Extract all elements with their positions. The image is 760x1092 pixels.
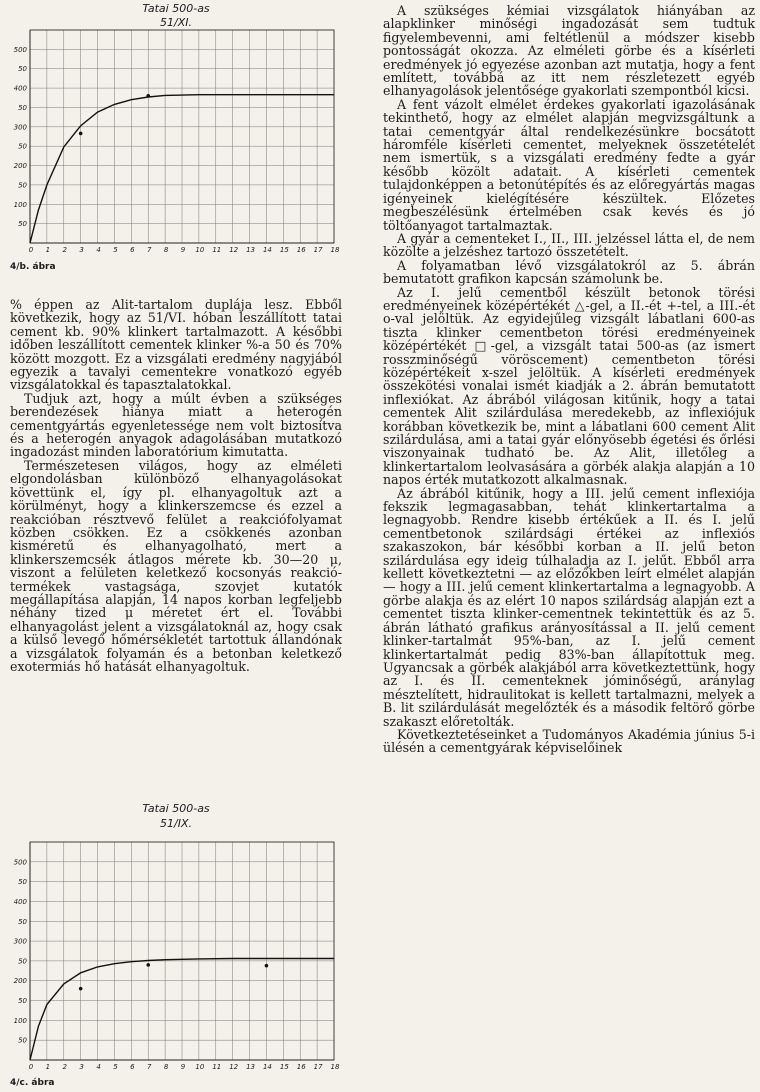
paragraph: Következtetéseinket a Tudományos Akadémia június 5-i ülésén a cementgyárak képviselőinek xyxy=(383,726,755,756)
figure-caption-4b: 4/b. ábra xyxy=(10,262,56,272)
paragraph: Az ábrából kitűnik, hogy a III. jelű cement inflexiója fekszik legmagasabban, tehát klinkertartalma a legnagyobb. Rendre kisebb értékűek a II. és I. jelű cementbetonok szilárdsági értékei az inflexiós szakaszokon, bár későbbi korban a II. jelű beton szilárdulása egy ideig túlhaladja az I. jelűt. Ebből arra kellett következtetni — az előzőkben leírt elmélet alapján — hogy a III. jelű cement klinkertartalma a legnagyobb. A görbe alakja és az elért 10 napos szilárdság alapján ezt a cementet tiszta klinker-cementnek tekintettük és az 5. ábrán látható grafikus arányosítással a II. jelű cement klinker-tartalmát 95%-ban, az I. jelű cement klinkertartalmát pedig 83%-ban állapítottuk meg. Ugyancsak a görbék alakjából arra következtettünk, hogy az I. és II. cementeknek jóminőségű, aránylag mésztelített, hidraulitokat is kellett tartalmazni, melyek a B. lit szilárdulását megelőzték és a második feltörő görbe szakaszt előretolták. xyxy=(383,485,755,729)
x-tick-label: 2 xyxy=(62,1063,68,1071)
x-tick-label: 12 xyxy=(229,1063,239,1071)
paragraph: % éppen az Alit-tartalom duplája lesz. Ebből következik, hogy az 51/VI. hóban leszállított tatai cement kb. 90% klinkert tartalmazott. A későbbi időben leszállított cementek klinker %-a 50 és 70% között mozgott. Ez a vizsgálati eredmény nagyjából egyezik a tavalyi cementekre vonatkozó egyéb vizsgálatokkal és tapasztalatokkal. xyxy=(10,297,342,393)
y-tick-label: 400 xyxy=(13,897,27,906)
y-tick-label: 500 xyxy=(13,45,27,54)
x-tick-label: 15 xyxy=(279,246,289,254)
chart-title: Tatai 500-as xyxy=(142,2,210,15)
paragraph: A folyamatban lévő vizsgálatokról az 5. ábrán bemutatott grafikon kapcsán számolunk be. xyxy=(383,257,755,287)
x-tick-label: 11 xyxy=(212,1063,222,1071)
x-tick-label: 18 xyxy=(330,1063,340,1071)
x-tick-label: 13 xyxy=(246,1063,256,1071)
y-tick-label: 100 xyxy=(13,200,27,209)
x-tick-label: 17 xyxy=(313,246,323,254)
y-tick-label: 50 xyxy=(18,997,27,1006)
paragraph: A szükséges kémiai vizsgálatok hiányában az alapklinker minőségi ingadozását sem tudtuk figyelembevenni, ami feltétlenül a módszer kisebb pontosságát okozza. Az elméleti görbe és a kísérleti eredmények jó egyezése azonban azt mutatja, hogy a fent említett, továbbá az itt nem részletezett egyéb elhanyagolások jelentősége gyakorlati szempontból kicsi. xyxy=(383,3,755,99)
data-point xyxy=(146,94,150,98)
x-tick-labels xyxy=(29,246,340,254)
y-tick-label: 200 xyxy=(13,977,27,986)
x-tick-label: 1 xyxy=(45,1063,51,1071)
x-tick-label: 9 xyxy=(180,246,186,254)
left-column-text xyxy=(10,298,342,673)
paragraph: A fent vázolt elmélet érdekes gyakorlati igazolásának tekinthető, hogy az elmélet alapján megvizsgáltunk a tatai cementgyár által rendelkezésünkre bocsátott háromféle kísérleti cementet, melyeknek összetételét nem ismertük, s a vizsgálati eredmény fedte a gyár később közölt adatait. A kísérleti cementek tulajdonképpen a betonútépítés és az előregyártás magas igényeinek kielégítésére készültek. Előzetes megbeszélésünk értelmében csak kevés és jó töltőanyagot tartalmaztak. xyxy=(383,96,755,233)
paragraph: A gyár a cementeket I., II., III. jelzéssel látta el, de nem közölte a jelzéshez tartozó összetételt. xyxy=(383,230,755,260)
y-tick-label: 50 xyxy=(18,878,27,887)
x-tick-label: 5 xyxy=(113,1063,118,1071)
y-tick-label: 300 xyxy=(13,123,27,132)
y-tick-label: 50 xyxy=(18,65,27,74)
chart-subtitle: 51/XI. xyxy=(160,16,192,29)
x-tick-label: 14 xyxy=(262,1063,272,1071)
figure-caption-4c: 4/c. ábra xyxy=(10,1078,55,1088)
x-tick-label: 10 xyxy=(195,246,205,254)
data-point xyxy=(265,964,269,968)
chart-subtitle: 51/IX. xyxy=(160,817,192,830)
data-point xyxy=(79,987,83,991)
y-tick-label: 50 xyxy=(18,103,27,112)
data-point xyxy=(79,132,83,136)
x-tick-label: 4 xyxy=(96,1063,101,1071)
x-tick-label: 16 xyxy=(296,246,306,254)
x-tick-label: 2 xyxy=(62,246,68,254)
y-tick-label: 200 xyxy=(13,162,27,171)
x-tick-label: 5 xyxy=(113,246,118,254)
chart-grid xyxy=(30,30,334,243)
chart-4b xyxy=(4,0,340,276)
x-tick-label: 0 xyxy=(28,1063,34,1071)
x-tick-label: 15 xyxy=(279,1063,289,1071)
y-tick-label: 500 xyxy=(13,858,27,867)
chart-4b-svg xyxy=(4,0,340,276)
chart-title: Tatai 500-as xyxy=(142,802,210,815)
x-tick-label: 7 xyxy=(146,1063,152,1071)
x-tick-labels xyxy=(29,1063,340,1071)
x-tick-label: 11 xyxy=(212,246,222,254)
y-tick-label: 50 xyxy=(18,220,27,229)
x-tick-label: 17 xyxy=(313,1063,323,1071)
y-tick-labels xyxy=(14,858,28,1044)
paragraph: Az I. jelű cementből készült betonok törési eredményeinek középértékét △-gel, a II.-ét +-tel, a III.-ét o-val jelöltük. Az egyidejűleg vizsgált lábatlani 600-as tiszta klinker cementbeton törési eredményeinek középértékét □-gel, a vizsgált tatai 500-as (az ismert rosszminőségű vöröscement) cementbeton törési középértékeit x-szel jelöltük. A kísérleti eredmények összekötési vonalai ismét kiadják a 2. ábrán bemutatott inflexiókat. Az ábrából világosan kitűnik, hogy a tatai cementek Alit szilárdulása meredekebb, az inflexiójuk korábban következik be, mint a lábatlani 600 cement Alit szilárdulása, ami a tatai gyár előnyösebb égetési és őrlési viszonyainak tudható be. Az Alit, illetőleg a klinkertartalom leolvasására a görbék alakja alapján a 10 napos érték mutatkozott alkalmasnak. xyxy=(383,284,755,488)
x-tick-label: 10 xyxy=(195,1063,205,1071)
data-point xyxy=(146,963,150,967)
x-tick-label: 16 xyxy=(296,1063,306,1071)
right-column-text xyxy=(383,4,755,755)
y-tick-label: 50 xyxy=(18,957,27,966)
y-tick-labels xyxy=(14,46,28,228)
x-tick-label: 9 xyxy=(180,1063,186,1071)
x-tick-label: 3 xyxy=(79,1063,84,1071)
x-tick-label: 6 xyxy=(130,246,135,254)
paragraph: Tudjuk azt, hogy a múlt évben a szükséges berendezések hiánya miatt a heterogén cementgyártás egyenletessége nem volt biztosítva és a heterogén anyagok adagolásában mutatkozó ingadozást minden laboratórium kimutatta. xyxy=(10,390,342,460)
x-tick-label: 14 xyxy=(262,246,272,254)
paragraph: Természetesen világos, hogy az elméleti elgondolásban különböző elhanyagolásokat követtünk el, így pl. elhanyagoltuk azt a körülményt, hogy a klinkerszemcse és ezzel a reakcióban résztvevő felület a reakciófolyamat közben csökken. Ez a csökkenés azonban kisméretű és elhanyagolható, mert a klinkerszemcsék átlagos mérete kb. 30—20 μ, viszont a felületen keletkező kocsonyás reakció-termékek vastagsága, szovjet kutatók megállapítása alapján, 14 napos korban legfeljebb néhány tized μ méretet ért el. További elhanyagolást jelent a vizsgálatoknál az, hogy csak a külső levegő hőmérsékletét tartottuk állandónak a vizsgálatok folyamán és a betonban keletkező exotermiás hő hatását elhanyagoltuk. xyxy=(10,457,342,674)
y-tick-label: 400 xyxy=(13,84,27,93)
y-tick-label: 100 xyxy=(13,1016,27,1025)
y-tick-label: 50 xyxy=(18,181,27,190)
x-tick-label: 8 xyxy=(163,1063,169,1071)
x-tick-label: 13 xyxy=(246,246,256,254)
x-tick-label: 0 xyxy=(28,246,34,254)
y-tick-label: 50 xyxy=(18,142,27,151)
x-tick-label: 12 xyxy=(229,246,239,254)
x-tick-label: 18 xyxy=(330,246,340,254)
chart-4c-svg xyxy=(4,800,340,1086)
x-tick-label: 6 xyxy=(130,1063,135,1071)
x-tick-label: 7 xyxy=(146,246,152,254)
y-tick-label: 300 xyxy=(13,937,27,946)
data-points xyxy=(79,963,268,990)
chart-4c xyxy=(4,800,340,1086)
x-tick-label: 4 xyxy=(96,246,101,254)
y-tick-label: 50 xyxy=(18,1036,27,1045)
chart-grid xyxy=(30,842,334,1060)
x-tick-label: 8 xyxy=(163,246,169,254)
y-tick-label: 50 xyxy=(18,917,27,926)
x-tick-label: 1 xyxy=(45,246,51,254)
x-tick-label: 3 xyxy=(79,246,84,254)
